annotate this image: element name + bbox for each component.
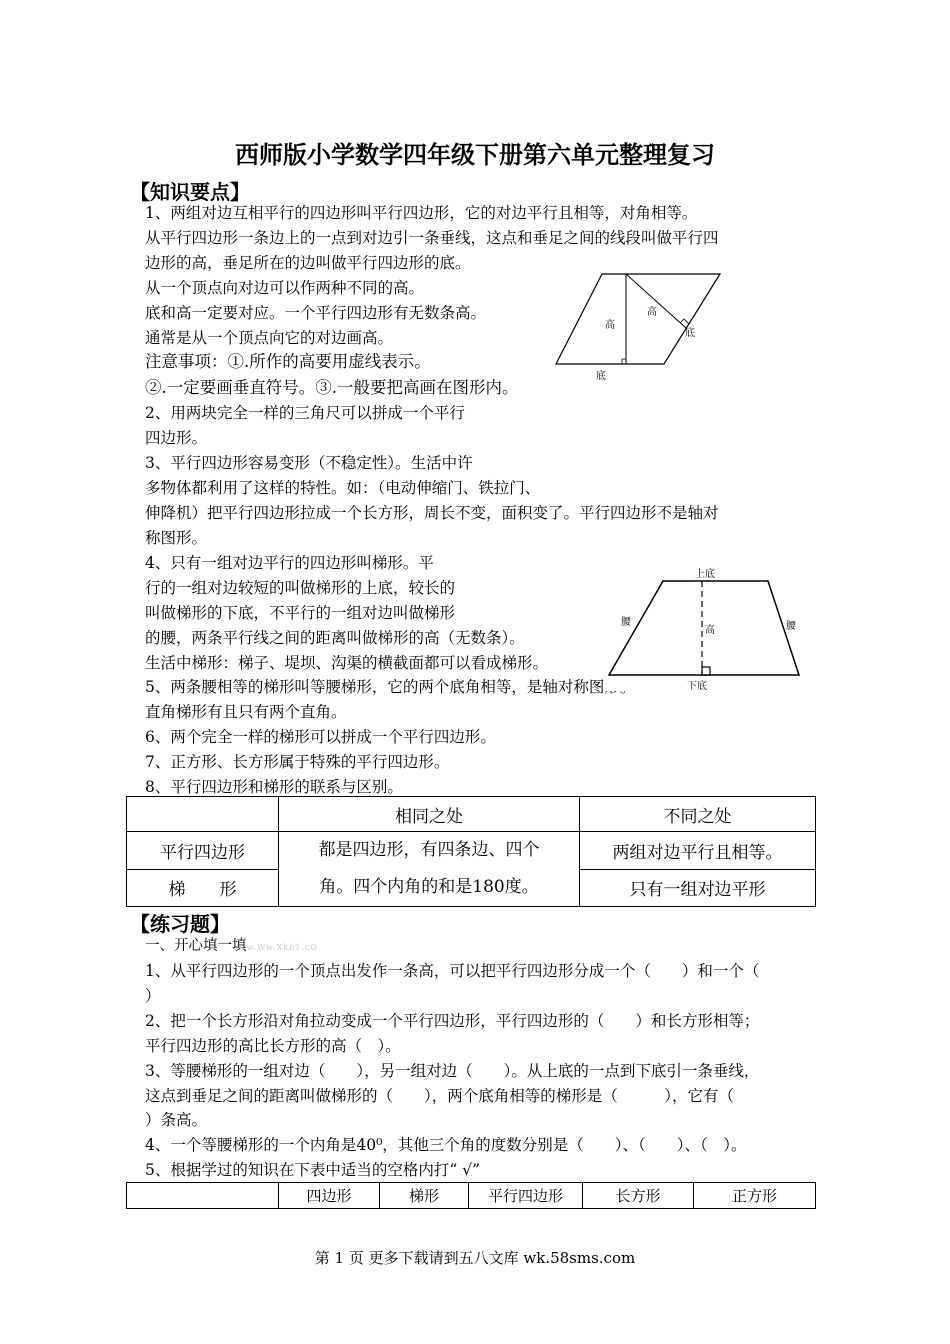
table-header: 正方形: [694, 1183, 816, 1209]
knowledge-line: 6、两个完全一样的梯形可以拼成一个平行四边形。: [145, 728, 496, 746]
knowledge-line: 直角梯形有且只有两个直角。: [145, 703, 347, 721]
exercise-line: 5、根据学过的知识在下表中适当的空格内打“ √”: [145, 1161, 481, 1179]
trapezoid-bottom-label: 下底: [687, 681, 707, 691]
table-cell: 梯 形: [127, 869, 279, 907]
exercise-line: 3、等腰梯形的一组对边（ ），另一组对边（ ）。从上底的一点到下底引一条垂线，: [145, 1062, 760, 1080]
knowledge-line: 从一个顶点向对边可以作两种不同的高。: [145, 279, 425, 297]
knowledge-line: 边形的高，垂足所在的边叫做平行四边形的底。: [145, 254, 471, 272]
knowledge-line: 4、只有一组对边平行的四边形叫梯形。平: [145, 554, 434, 572]
trapezoid-leg-label: 腰: [786, 621, 796, 632]
table-header: 相同之处: [279, 797, 580, 832]
knowledge-line: 生活中梯形：梯子、堤坝、沟渠的横截面都可以看成梯形。: [145, 654, 549, 672]
knowledge-line: 底和高一定要对应。一个平行四边形有无数条高。: [145, 304, 487, 322]
exercise-line: 2、把一个长方形沿对角拉动变成一个平行四边形，平行四边形的（ ）和长方形相等；: [145, 1012, 760, 1030]
exercise-subheading-text: 一、开心填一填: [145, 938, 247, 954]
exercise-line: ）: [145, 987, 161, 1005]
table-header: 长方形: [583, 1183, 694, 1209]
knowledge-line: 注意事项：①.所作的高要用虚线表示。: [145, 352, 431, 371]
trapezoid-leg-label: 腰: [621, 617, 631, 628]
page-title: 西师版小学数学四年级下册第六单元整理复习: [235, 140, 715, 169]
knowledge-line: 通常是从一个顶点向它的对边画高。: [145, 329, 394, 347]
knowledge-line: 8、平行四边形和梯形的联系与区别。: [145, 778, 403, 796]
table-header: [127, 1183, 279, 1209]
exercise-subheading: [145, 936, 318, 958]
knowledge-line: 从平行四边形一条边上的一点到对边引一条垂线，这点和垂足之间的线段叫做平行四: [145, 229, 719, 247]
knowledge-line: 7、正方形、长方形属于特殊的平行四边形。: [145, 753, 450, 771]
page-footer: 第 1 页 更多下载请到五八文库 wk.58sms.com: [314, 1249, 636, 1267]
section-heading-exercise: 【练习题】: [130, 912, 230, 936]
knowledge-line: 3、平行四边形容易变形（不稳定性）。生活中许: [145, 454, 473, 472]
trapezoid-height-label: 高: [705, 625, 715, 636]
table-cell: [279, 832, 580, 907]
parallelogram-base-label: 底: [596, 371, 606, 382]
knowledge-line: 行的一组对边较短的叫做梯形的上底，较长的: [145, 579, 456, 597]
knowledge-line: 称图形。: [145, 529, 208, 547]
knowledge-line: 的腰，两条平行线之间的距离叫做梯形的高（无数条）。: [145, 629, 525, 647]
parallelogram-base-label: 底: [685, 328, 695, 339]
parallelogram-height-label: 高: [647, 307, 657, 318]
trapezoid-diagram: [605, 563, 810, 691]
knowledge-line: ②.一定要画垂直符号。③.一般要把高画在图形内。: [145, 378, 519, 397]
knowledge-line: 多物体都利用了这样的特性。如：（电动伸缩门、铁拉门、: [145, 479, 541, 497]
exercise-line: 这点到垂足之间的距离叫做梯形的（ ），两个底角相等的梯形是（ ），它有（: [145, 1087, 735, 1105]
knowledge-line: 伸降机）把平行四边形拉成一个长方形，周长不变，面积变了。平行四边形不是轴对: [145, 504, 719, 522]
trapezoid-top-label: 上底: [695, 569, 715, 580]
same-line: 角。四个内角的和是180度。: [319, 877, 539, 897]
table-header: 不同之处: [580, 797, 816, 832]
knowledge-line: 四边形。: [145, 429, 208, 447]
watermark: w.Ww.Xkb1.cO: [246, 943, 318, 952]
exercise-line: 4、一个等腰梯形的一个内角是40⁰，其他三个角的度数分别是（ ）、（ ）、（ ）。: [145, 1136, 747, 1154]
exercise-line: 平行四边形的高比长方形的高（ ）。: [145, 1037, 401, 1055]
knowledge-line: 叫做梯形的下底，不平行的一组对边叫做梯形: [145, 604, 456, 622]
table-cell: 平行四边形: [127, 832, 279, 870]
exercise-line: ）条高。: [145, 1111, 208, 1129]
table-cell: [127, 797, 279, 832]
table-header: 平行四边形: [469, 1183, 583, 1209]
same-line: 都是四边形，有四条边、四个: [318, 840, 540, 860]
check-table: [126, 1182, 816, 1209]
knowledge-line: 2、用两块完全一样的三角尺可以拼成一个平行: [145, 404, 465, 422]
table-cell: 两组对边平行且相等。: [580, 832, 816, 870]
parallelogram-diagram: [540, 268, 740, 386]
table-header: 梯形: [380, 1183, 469, 1209]
knowledge-line: 5、两条腰相等的梯形叫等腰梯形，它的两个底角相等，是轴对称图形。: [145, 678, 636, 696]
section-heading-knowledge: 【知识要点】: [130, 180, 250, 204]
knowledge-line: 1、两组对边互相平行的四边形叫平行四边形，它的对边平行且相等，对角相等。: [145, 204, 698, 222]
table-header: 四边形: [279, 1183, 380, 1209]
compare-table: [126, 796, 816, 907]
table-cell: 只有一组对边平形: [580, 869, 816, 907]
exercise-line: 1、从平行四边形的一个顶点出发作一条高，可以把平行四边形分成一个（ ）和一个（: [145, 962, 760, 980]
parallelogram-height-label: 高: [605, 320, 615, 331]
